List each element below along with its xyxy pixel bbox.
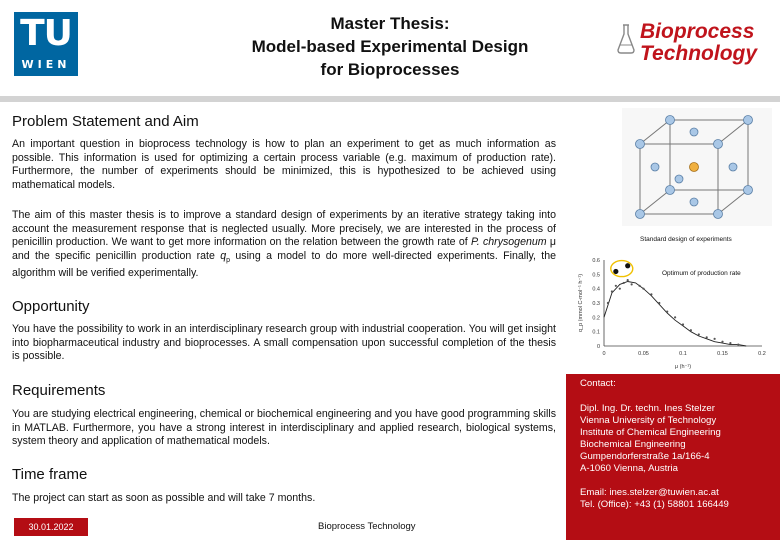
- optimum-point: [613, 269, 618, 274]
- data-point: [706, 336, 708, 338]
- y-axis-label: q_p (mmol C-mol⁻¹ h⁻¹): [578, 273, 584, 333]
- y-tick-label: 0.4: [592, 286, 600, 293]
- model-curve: [604, 282, 746, 347]
- data-point: [737, 343, 739, 345]
- data-point: [615, 285, 617, 287]
- flask-icon: [616, 24, 636, 54]
- cube-caption: Standard design of experiments: [640, 236, 732, 243]
- data-point: [627, 279, 629, 281]
- y-tick-label: 0.6: [592, 258, 600, 264]
- data-point: [721, 341, 723, 343]
- para2-text-start: The aim of this master thesis is to improve a standard design of experiments by an iterative strategy taking into account the measurement response that is neglected usually. More precisely, we are interested in the process of penicillin production. We want to get more information on the relation between the growth rate of: [12, 209, 556, 248]
- page-title: [180, 12, 600, 81]
- data-point: [729, 342, 731, 344]
- qp-symbol: q: [220, 249, 227, 262]
- contact-line: Gumpendorferstraße 1a/166-4: [580, 451, 710, 462]
- contact-line: A-1060 Vienna, Austria: [580, 463, 678, 474]
- y-tick-label: 0.5: [592, 272, 600, 279]
- data-point: [690, 329, 692, 331]
- contact-panel: [566, 374, 780, 540]
- tu-wien-logo: [14, 12, 78, 76]
- data-point: [638, 285, 640, 287]
- contact-label: Contact:: [580, 378, 616, 389]
- data-point: [682, 323, 684, 325]
- contact-line: Dipl. Ing. Dr. techn. Ines Stelzer: [580, 403, 715, 414]
- optimum-caption: Optimum of production rate: [662, 270, 741, 277]
- problem-heading: Problem Statement and Aim: [12, 113, 199, 130]
- qp-subscript: p: [226, 256, 231, 264]
- opportunity-paragraph: You have the possibility to work in an interdisciplinary research group with industrial cooperation. You will get insight into biopharmaceutical industry and bioprocesses. A small compensation upon successful completion of the thesis is possible.: [12, 323, 556, 362]
- y-tick-label: 0.3: [592, 301, 600, 307]
- y-tick-label: 0: [596, 344, 600, 350]
- x-tick-label: 0.1: [679, 351, 687, 357]
- requirements-paragraph: You are studying electrical engineering, chemical or biochemical engineering and you have good programming skills in MATLAB. Furthermore, you have a strong interest in interdisciplinary and applied research, biological systems, system theory and application of mathematical models.: [12, 408, 556, 447]
- x-axis-label: μ (h⁻¹): [674, 364, 692, 370]
- opportunity-heading: Opportunity: [12, 298, 90, 315]
- data-point: [619, 288, 621, 290]
- data-point: [674, 316, 676, 318]
- title-line-2: Model-based Experimental Design: [251, 37, 529, 56]
- y-tick-label: 0.2: [592, 315, 600, 322]
- bioprocess-technology-logo: [612, 18, 772, 70]
- data-point: [666, 311, 668, 313]
- species-name: P. chrysogenum: [471, 236, 547, 248]
- x-tick-label: 0.15: [717, 351, 728, 357]
- timeframe-heading: Time frame: [12, 466, 88, 483]
- data-point: [650, 293, 652, 295]
- x-tick-label: 0.2: [758, 351, 766, 357]
- data-point: [631, 283, 633, 285]
- footer-date: 30.01.2022: [14, 518, 88, 536]
- data-point: [611, 290, 613, 292]
- data-point: [607, 302, 609, 304]
- problem-paragraph-2: [12, 209, 556, 281]
- data-point: [714, 338, 716, 340]
- title-line-3: for Bioprocesses: [320, 60, 460, 79]
- bp-logo-line2: Technology: [640, 42, 758, 65]
- data-point: [623, 282, 625, 284]
- requirements-heading: Requirements: [12, 382, 106, 399]
- para2-text-mid: μ and the specific penicillin production rate: [12, 236, 556, 262]
- contact-phone: Tel. (Office): +43 (1) 58801 166449: [580, 499, 729, 510]
- timeframe-paragraph: The project can start as soon as possible and will take 7 months.: [12, 492, 316, 504]
- contact-email[interactable]: Email: ines.stelzer@tuwien.ac.at: [580, 487, 719, 498]
- problem-paragraph-1: An important question in bioprocess technology is how to plan an experiment to get as much information as possible. This information is used for optimizing a certain process variable (e.g. maximum of production rate). Furthermore, the number of experiments should be minimized, this is hypothesized to be achieved using mathematical models.: [12, 138, 556, 191]
- x-tick-label: 0.05: [638, 351, 649, 357]
- y-tick-label: 0.1: [592, 329, 600, 336]
- optimum-point: [625, 263, 630, 268]
- tu-logo-sub: WIEN: [21, 58, 71, 71]
- data-point: [698, 333, 700, 335]
- header-divider: [0, 96, 780, 102]
- optimum-highlight: [611, 261, 633, 277]
- bp-logo-line1: Bioprocess: [640, 20, 755, 43]
- x-tick-label: 0: [602, 351, 606, 357]
- footer-name: Bioprocess Technology: [318, 521, 416, 532]
- data-point: [642, 288, 644, 290]
- data-point: [658, 302, 660, 304]
- contact-line: Vienna University of Technology: [580, 415, 717, 426]
- doe-cube-diagram: [622, 108, 772, 226]
- para2-text-end: using a model to do more well-directed experiments. Finally, the algorithm will be verified experimentally.: [12, 249, 556, 280]
- tu-logo-mark: TU: [20, 13, 72, 54]
- contact-line: Institute of Chemical Engineering: [580, 427, 721, 438]
- title-line-1: Master Thesis:: [330, 14, 450, 33]
- contact-line: Biochemical Engineering: [580, 439, 686, 450]
